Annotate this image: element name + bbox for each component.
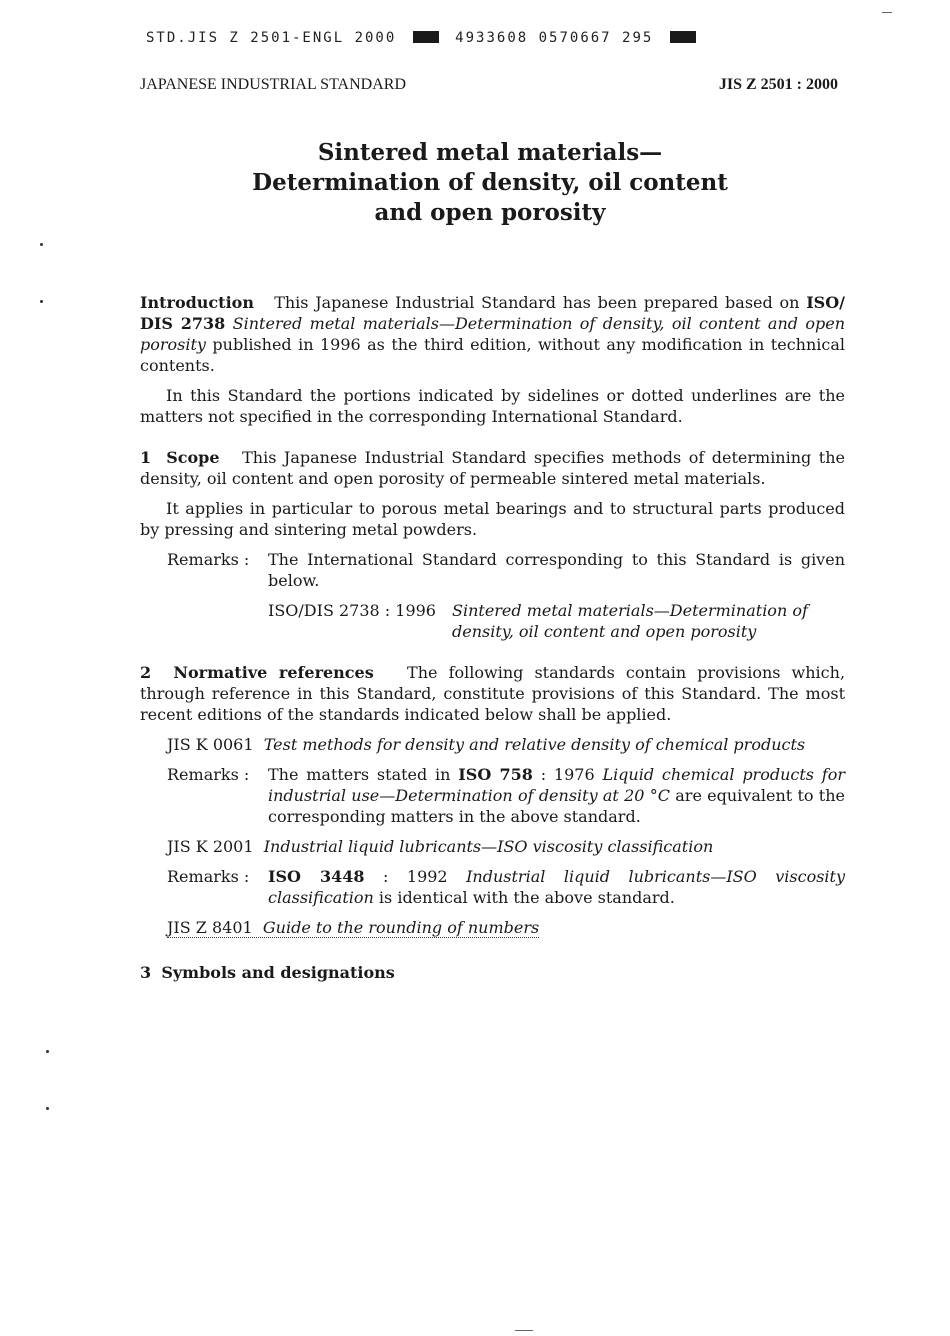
title-line-2: Determination of density, oil content xyxy=(252,169,728,196)
scan-code-line xyxy=(146,30,702,46)
ref-title: Industrial liquid lubricants—ISO viscosity classification xyxy=(263,837,714,856)
scope-number: 1 xyxy=(140,448,152,467)
iso-title: Sintered metal materials—Determination of density, oil content and open porosity xyxy=(452,601,808,641)
document-title xyxy=(140,138,840,228)
normative-heading: Normative references xyxy=(173,663,374,682)
scope-paragraph xyxy=(140,447,845,489)
introduction-paragraph xyxy=(140,292,845,376)
dotted-underline-reference xyxy=(167,918,539,938)
scan-speck xyxy=(46,1107,49,1110)
normative-text: The following standards contain provisions which, through reference in this Standard, constitute provisions of this Standard. The most recent editions of the standards indicated below shall be applied. xyxy=(140,663,846,724)
scan-speck xyxy=(46,1050,49,1053)
title-line-3: and open porosity xyxy=(374,199,606,226)
scope-text: This Japanese Industrial Standard specifies methods of determining the density, oil content and open porosity of permeable sintered metal materials. xyxy=(140,448,846,488)
scan-mark xyxy=(882,12,892,13)
scan-mark xyxy=(515,1330,533,1331)
scope-application: It applies in particular to porous metal bearings and to structural parts produced by pressing and sintering metal powders. xyxy=(140,499,845,539)
reference-jis-k-0061 xyxy=(140,734,845,755)
normative-number: 2 xyxy=(140,663,152,682)
ref-code: JIS K 0061 xyxy=(167,735,254,754)
intro-iso-title: Sintered metal materials—Determination of density, oil content and open porosity xyxy=(140,314,846,354)
header-standard-type: JAPANESE INDUSTRIAL STANDARD xyxy=(140,76,406,93)
reference-jis-k-2001 xyxy=(140,836,845,857)
reference-remarks-2 xyxy=(140,866,845,908)
ref-title: Test methods for density and relative density of chemical products xyxy=(263,735,806,754)
normative-paragraph xyxy=(140,662,845,725)
remarks-label: Remarks : xyxy=(167,550,250,569)
remarks-text xyxy=(268,866,845,908)
remark-iso-title: Liquid chemical products for industrial use—Determination of density at 20 °C xyxy=(268,765,845,805)
barcode-block-icon xyxy=(670,31,696,43)
remark-iso-code: ISO 3448 xyxy=(268,867,365,886)
remark-text-a: The matters stated in xyxy=(268,765,451,784)
title-line-1: Sintered metal materials— xyxy=(317,139,663,166)
ref-title: Guide to the rounding of numbers xyxy=(262,918,540,937)
scope-iso-reference xyxy=(268,600,845,642)
remarks-label: Remarks : xyxy=(167,867,250,886)
remarks-text: The International Standard corresponding to this Standard is given below. xyxy=(268,550,845,590)
remarks-text xyxy=(268,764,845,827)
remark-iso-code: ISO 758 xyxy=(458,765,533,784)
remark-iso-year: : 1992 xyxy=(383,867,448,886)
remark-text-b: are equivalent to the corresponding matters in the above standard. xyxy=(268,786,845,826)
scan-code-prefix: STD.JIS Z 2501-ENGL 2000 xyxy=(146,30,397,46)
reference-remarks-1 xyxy=(140,764,845,827)
page-header xyxy=(140,76,840,98)
symbols-heading: Symbols and designations xyxy=(161,963,395,982)
intro-text-a: This Japanese Industrial Standard has been prepared based on xyxy=(274,293,800,312)
intro-iso-ref: ISO/ DIS 2738 xyxy=(140,293,846,333)
symbols-number: 3 xyxy=(140,963,152,982)
scan-speck xyxy=(40,243,43,246)
reference-jis-z-8401 xyxy=(140,917,845,938)
scan-speck xyxy=(40,300,43,303)
symbols-section xyxy=(140,962,845,983)
intro-text-b: published in 1996 as the third edition, without any modification in technical contents. xyxy=(140,335,846,375)
scope-heading: Scope xyxy=(166,448,220,467)
header-standard-number: JIS Z 2501 : 2000 xyxy=(718,76,838,93)
remarks-label: Remarks : xyxy=(167,765,250,784)
document-body xyxy=(140,292,845,983)
remark-iso-year: : 1976 xyxy=(540,765,595,784)
iso-code: ISO/DIS 2738 : 1996 xyxy=(268,601,436,620)
remark-text-b: is identical with the above standard. xyxy=(378,888,675,907)
ref-code: JIS K 2001 xyxy=(167,837,254,856)
barcode-block-icon xyxy=(413,31,439,43)
introduction-note: In this Standard the portions indicated by sidelines or dotted underlines are the matters not specified in the corresponding International Standard. xyxy=(140,386,845,426)
scope-remarks xyxy=(140,549,845,591)
ref-code: JIS Z 8401 xyxy=(167,918,253,937)
introduction-heading: Introduction xyxy=(140,293,254,312)
scan-code-number: 4933608 0570667 295 xyxy=(455,30,654,46)
remark-iso-title: Industrial liquid lubricants—ISO viscosity classification xyxy=(268,867,845,907)
